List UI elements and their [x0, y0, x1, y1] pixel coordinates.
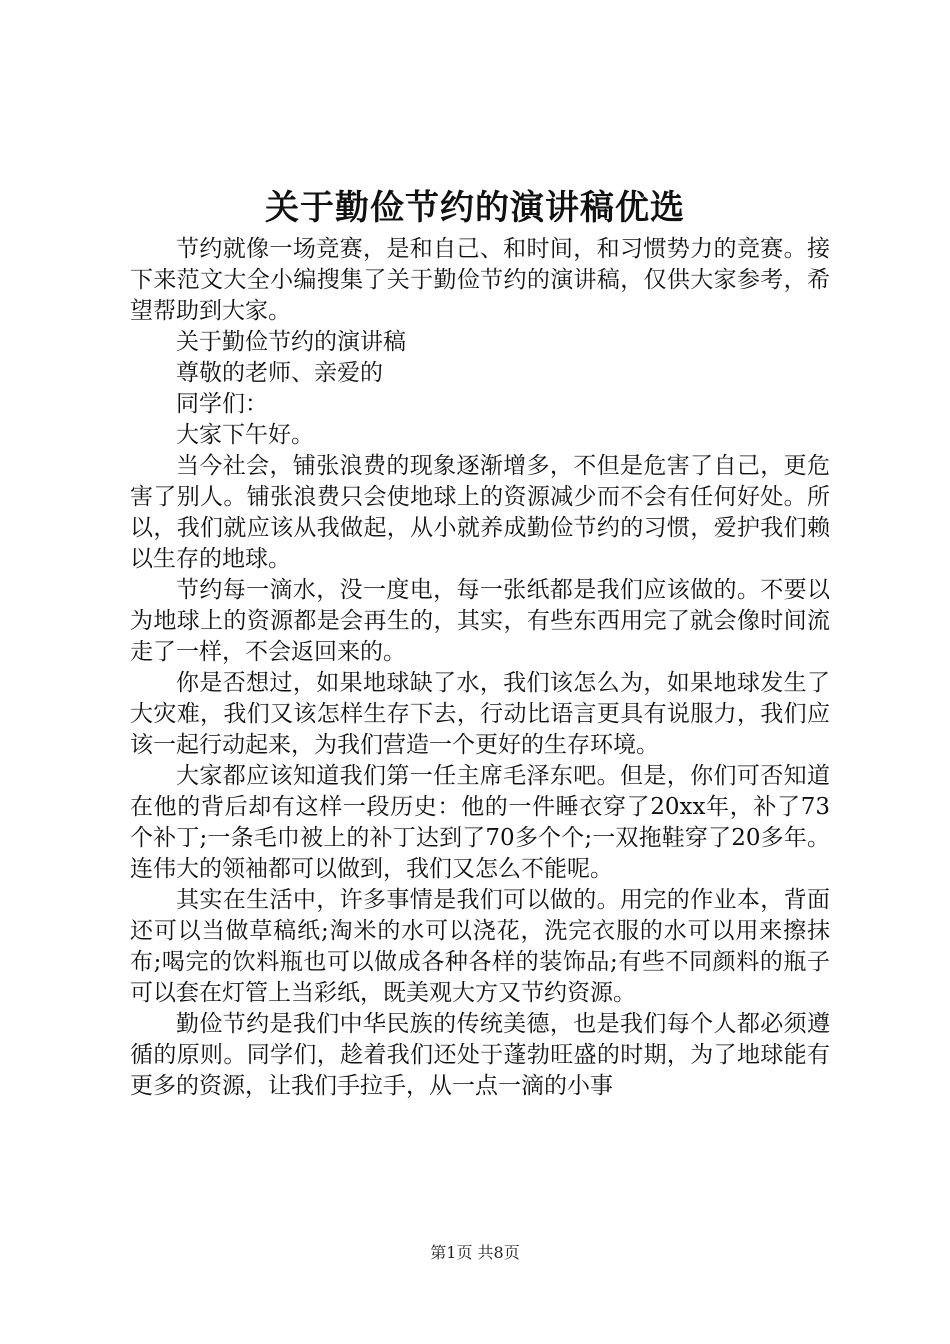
paragraph-salutation-students: 同学们： — [176, 391, 268, 417]
paragraph-body: 节约每一滴水，没一度电，每一张纸都是我们应该做的。不要以为地球上的资源都是会再生的，其实，有些东西用完了就会像时间流走了一样，不会返回来的。 — [130, 577, 830, 665]
paragraph-intro: 节约就像一场竞赛，是和自己、和时间，和习惯势力的竞赛。接下来范文大全小编搜集了关于勤俭节约的演讲稿，仅供大家参考，希望帮助到大家。 — [130, 236, 830, 324]
paragraph-greeting: 大家下午好。 — [176, 422, 314, 448]
paragraph-body: 其实在生活中，许多事情是我们可以做的。用完的作业本，背面还可以当做草稿纸;淘米的水可以浇花，洗完衣服的水可以用来擦抹布;喝完的饮料瓶也可以做成各种各样的装饰品;有些不同颜料的瓶子可以套在灯管上当彩纸，既美观大方又节约资源。 — [130, 887, 830, 1006]
paragraph-body: 当今社会，铺张浪费的现象逐渐增多，不但是危害了自己，更危害了别人。铺张浪费只会使地球上的资源减少而不会有任何好处。所以，我们就应该从我做起，从小就养成勤俭节约的习惯，爱护我们赖以生存的地球。 — [130, 453, 830, 572]
paragraph-body: 大家都应该知道我们第一任主席毛泽东吧。但是，你们可否知道在他的背后却有这样一段历史：他的一件睡衣穿了20xx年，补了73个补丁;一条毛巾被上的补丁达到了70多个个;一双拖鞋穿了20多年。连伟大的领袖都可以做到，我们又怎么不能呢。 — [130, 763, 830, 882]
document-title: 关于勤俭节约的演讲稿优选 — [265, 188, 685, 228]
paragraph-body: 勤俭节约是我们中华民族的传统美德，也是我们每个人都必须遵循的原则。同学们，趁着我们还处于蓬勃旺盛的时期，为了地球能有更多的资源，让我们手拉手，从一点一滴的小事 — [130, 1011, 830, 1099]
paragraph-body: 你是否想过，如果地球缺了水，我们该怎么为，如果地球发生了大灾难，我们又该怎样生存下去，行动比语言更具有说服力，我们应该一起行动起来，为我们营造一个更好的生存环境。 — [130, 670, 830, 758]
page-number-footer: 第1页 共8页 — [430, 1243, 520, 1262]
paragraph-speech-heading: 关于勤俭节约的演讲稿 — [176, 329, 406, 355]
paragraph-salutation: 尊敬的老师、亲爱的 — [176, 360, 383, 386]
document-body — [130, 234, 830, 1102]
